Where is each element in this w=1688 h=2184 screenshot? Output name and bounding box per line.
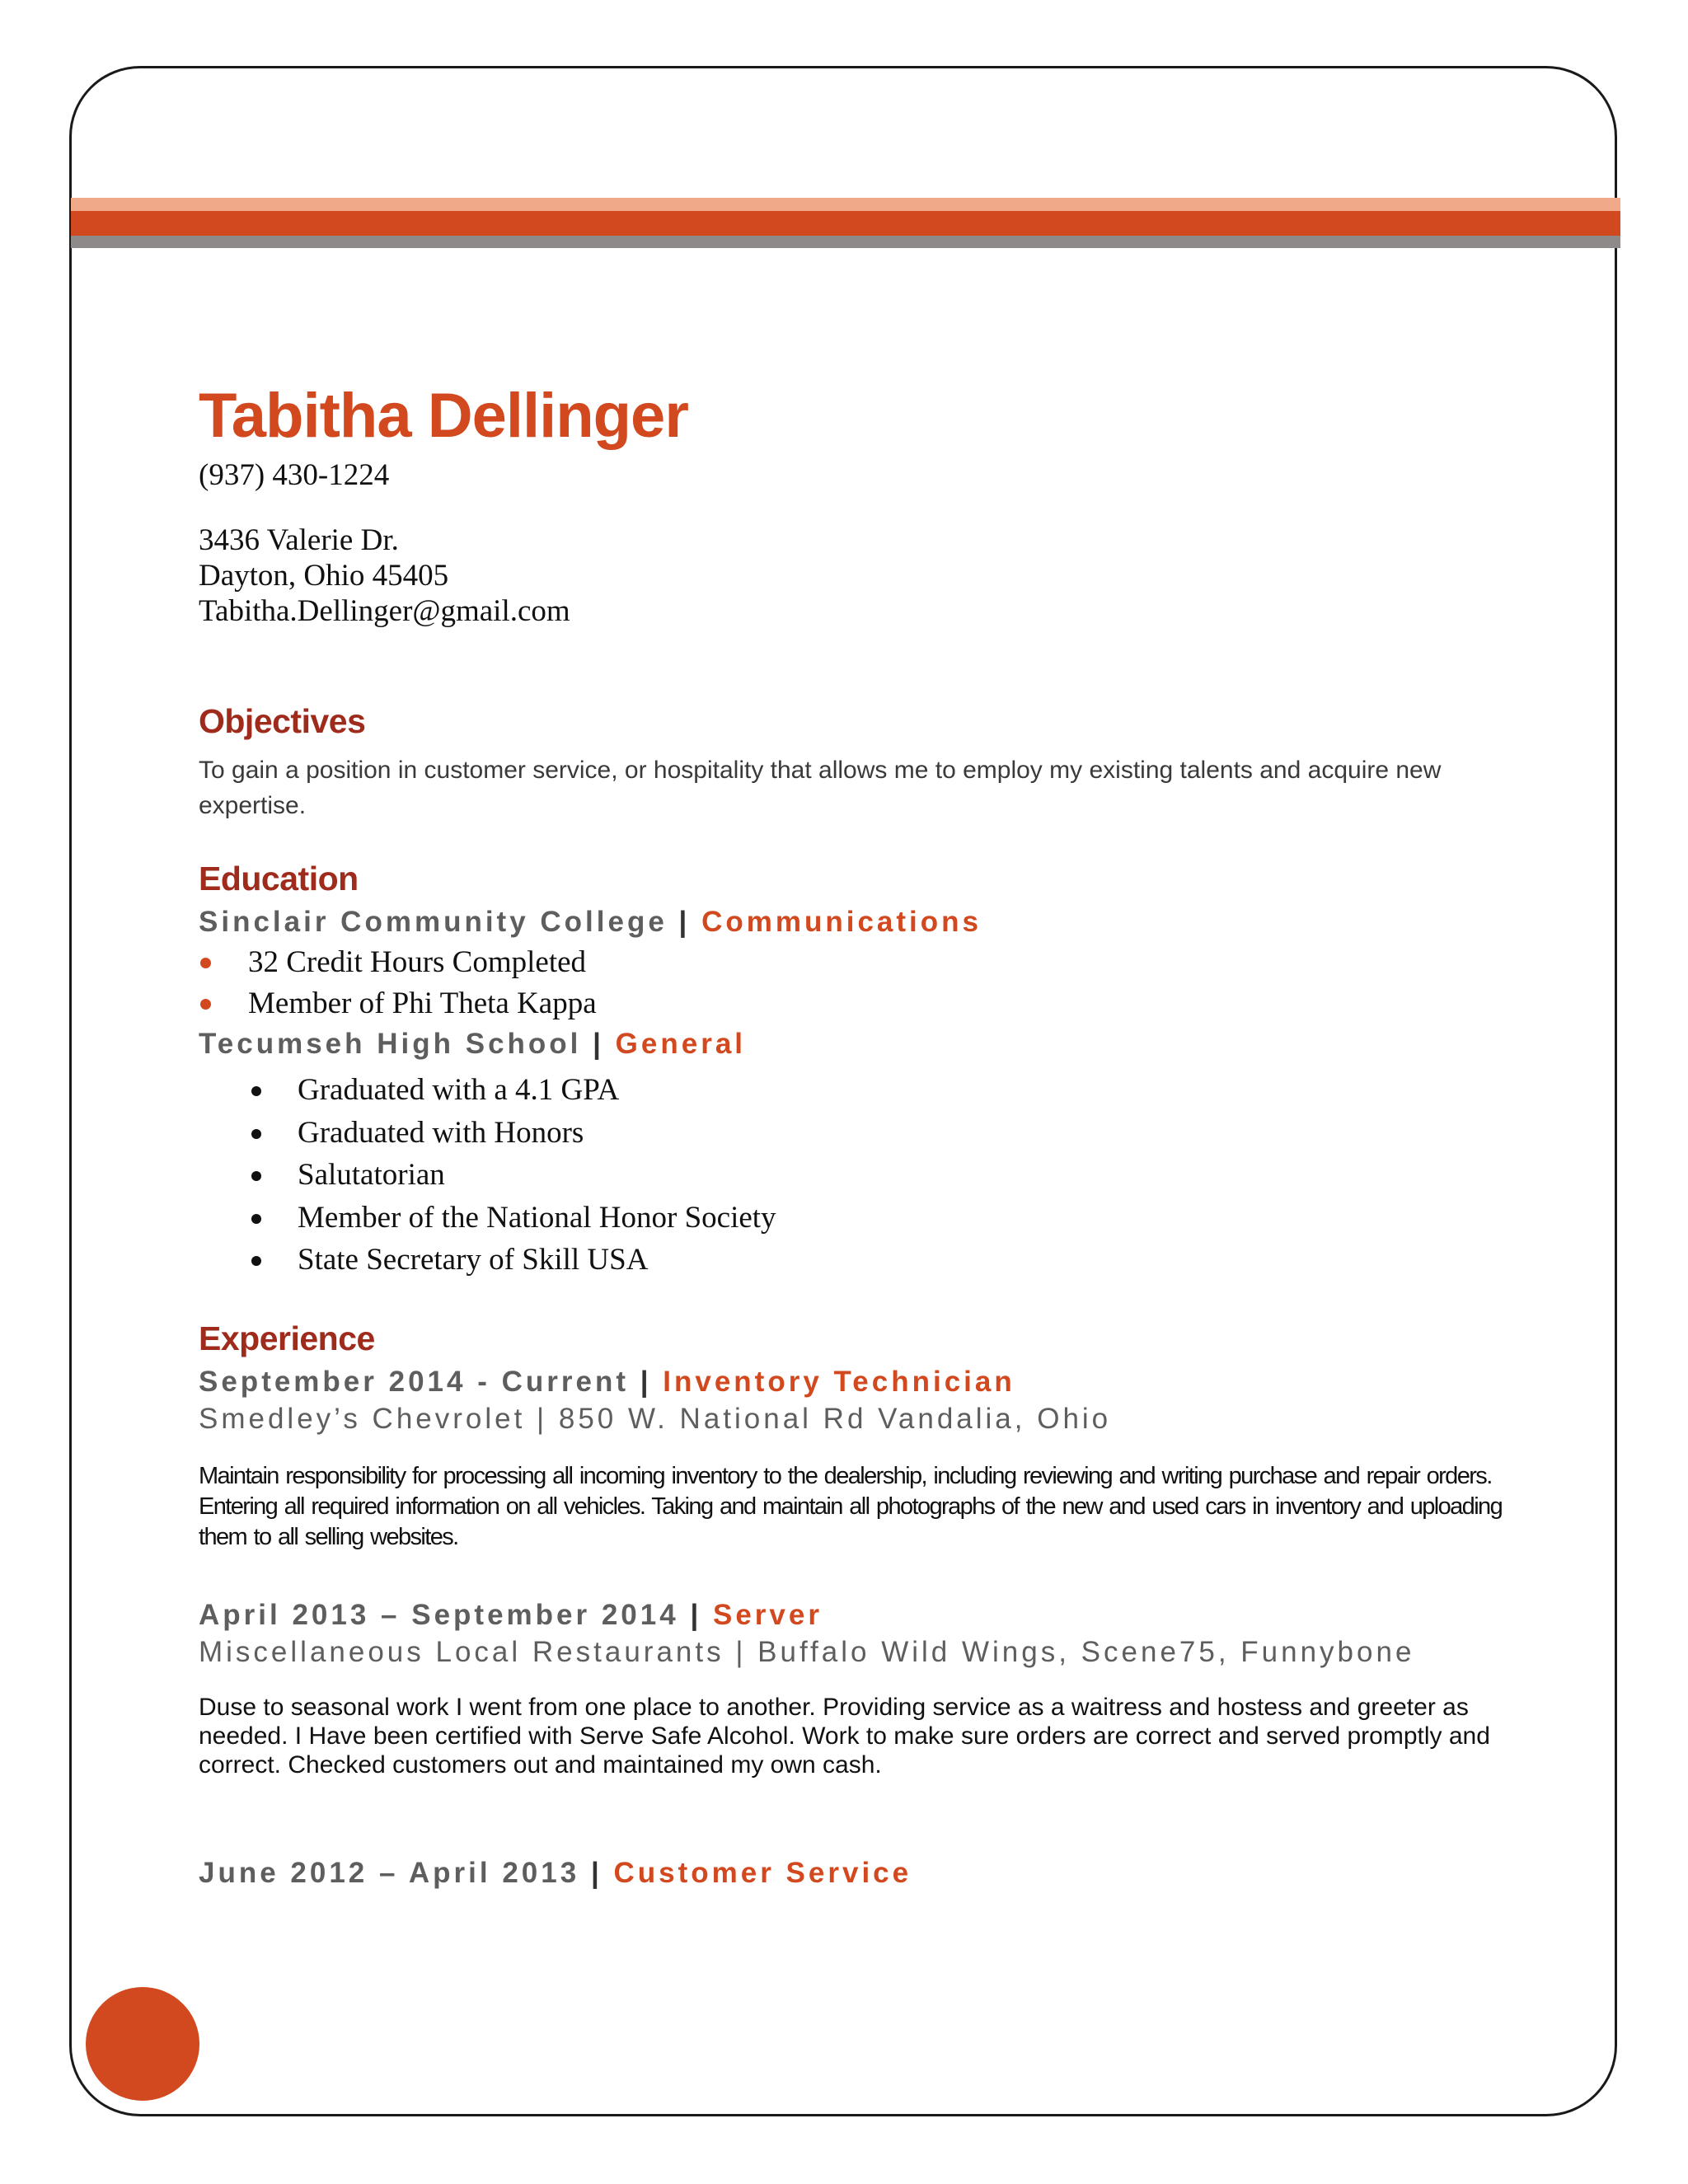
college-name: Sinclair Community College: [199, 906, 668, 938]
resume-name: Tabitha Dellinger: [199, 381, 688, 451]
list-item-text: Salutatorian: [298, 1158, 445, 1192]
objectives-heading: Objectives: [199, 702, 366, 740]
job-description: Maintain responsibility for processing all incoming inventory to the dealership, including reviewing and writing purchase and repair orders. Entering all required information on all vehicles. Taking and maintain all photographs of the new and used cars in inventory and uploading them to all selling websites.: [199, 1462, 1503, 1550]
job-heading: [199, 1596, 1517, 1635]
college-items: [199, 942, 1517, 1024]
job-entry: [199, 1362, 1517, 1553]
education-heading: Education: [199, 860, 359, 898]
job-employer: Miscellaneous Local Restaurants | Buffalo Wild Wings, Scene75, Funnybone: [199, 1635, 1415, 1668]
list-item-text: Graduated with a 4.1 GPA: [298, 1073, 620, 1107]
list-item: [199, 1112, 1517, 1155]
list-item: [199, 1154, 1517, 1197]
job-heading: [199, 1362, 1517, 1402]
job-entry: [199, 1596, 1517, 1779]
list-item-text: State Secretary of Skill USA: [298, 1243, 649, 1277]
experience-heading: Experience: [199, 1319, 375, 1357]
job-title: Customer Service: [613, 1856, 912, 1889]
college-separator: |: [678, 906, 691, 938]
email-address: Tabitha.Dellinger@gmail.com: [199, 594, 570, 628]
job-description: Duse to seasonal work I went from one place to another. Providing service as a waitress and hostess and greeter as needed. I Have been certified with Serve Safe Alcohol. Work to make sure orders are correct and served promptly and correct. Checked customers out and maintained my own cash.: [199, 1693, 1490, 1779]
header-band-orange: [71, 211, 1620, 236]
job-dates: June 2012 – April 2013: [199, 1856, 580, 1889]
high-school-items: [199, 1069, 1517, 1282]
header-band-light: [71, 198, 1620, 211]
list-item: [199, 942, 1517, 983]
phone-number: (937) 430-1224: [199, 458, 390, 492]
job-title: Server: [712, 1598, 823, 1631]
job-dates: April 2013 – September 2014: [199, 1598, 679, 1631]
high-school-heading: [199, 1024, 1517, 1064]
bullet-icon: [251, 1214, 261, 1224]
address-line-2: Dayton, Ohio 45405: [199, 559, 449, 593]
bullet-icon: [251, 1129, 261, 1139]
address-line-1: 3436 Valerie Dr.: [199, 523, 399, 557]
header-band-gray: [71, 236, 1620, 248]
bullet-icon: [251, 1171, 261, 1181]
resume-content: [199, 375, 1517, 1893]
bullet-icon: [200, 958, 211, 968]
list-item-text: Member of the National Honor Society: [298, 1200, 776, 1235]
college-field: Communications: [701, 906, 982, 938]
list-item-text: 32 Credit Hours Completed: [248, 945, 587, 979]
college-heading: [199, 902, 1517, 942]
list-item: [199, 1069, 1517, 1112]
decorative-circle: [86, 1987, 199, 2101]
list-item: [199, 1239, 1517, 1282]
job-separator: |: [690, 1598, 702, 1631]
bullet-icon: [251, 1256, 261, 1266]
job-title: Inventory Technician: [663, 1365, 1015, 1398]
high-school-separator: |: [593, 1028, 604, 1060]
objectives-text: To gain a position in customer service, or hospitality that allows me to employ my existing talents and acquire new expertise.: [199, 757, 1442, 819]
high-school-name: Tecumseh High School: [199, 1028, 582, 1060]
list-item: [199, 1197, 1517, 1240]
list-item-text: Member of Phi Theta Kappa: [248, 987, 597, 1020]
job-heading: [199, 1854, 1517, 1893]
job-employer: Smedley’s Chevrolet | 850 W. National Rd Vandalia, Ohio: [199, 1402, 1112, 1435]
job-separator: |: [590, 1856, 603, 1889]
job-separator: |: [640, 1365, 652, 1398]
job-dates: September 2014 - Current: [199, 1365, 629, 1398]
list-item-text: Graduated with Honors: [298, 1115, 584, 1150]
bullet-icon: [200, 999, 211, 1010]
job-entry: [199, 1854, 1517, 1893]
list-item: [199, 983, 1517, 1024]
bullet-icon: [251, 1086, 261, 1096]
high-school-field: General: [615, 1028, 747, 1060]
